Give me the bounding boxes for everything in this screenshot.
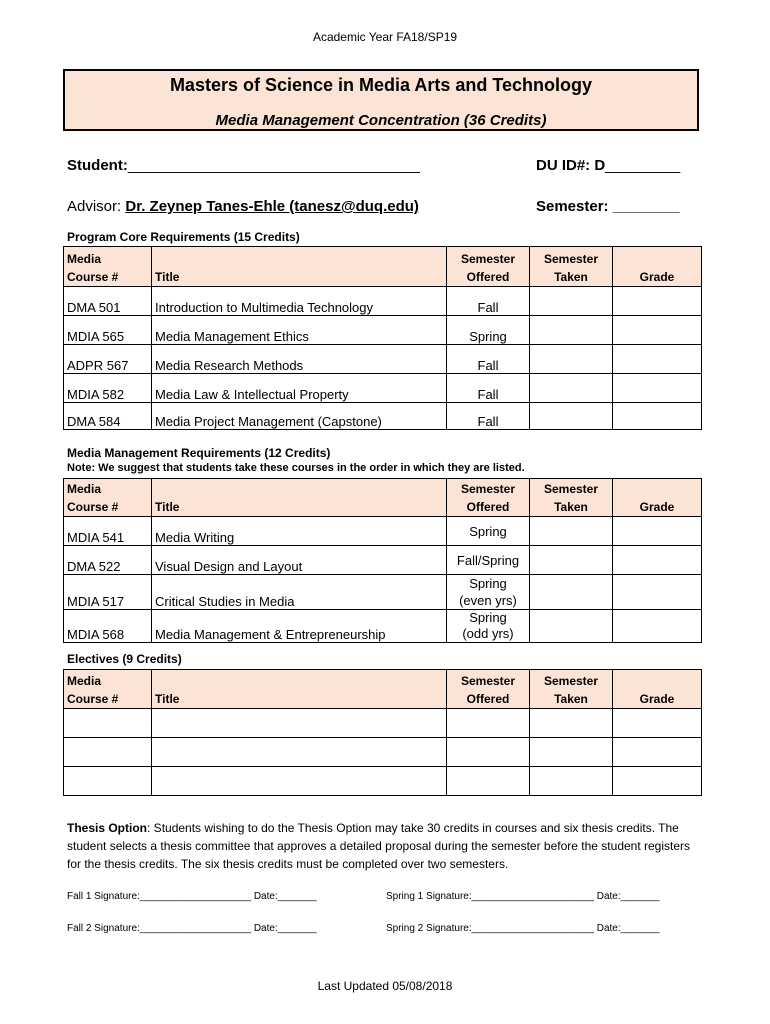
- semester-offered: Fall: [447, 287, 530, 316]
- semester-offered: Fall/Spring: [447, 546, 530, 575]
- semester-taken-cell[interactable]: [530, 345, 613, 374]
- table-row: [64, 546, 702, 575]
- grade-cell[interactable]: [613, 709, 702, 738]
- semester-taken-cell[interactable]: [530, 767, 613, 796]
- spring-1-signature-line[interactable]: Spring 1 Signature:______________________ Date:_______: [386, 891, 660, 902]
- course-title: Media Law & Intellectual Property: [152, 374, 447, 403]
- col-title: Title: [152, 479, 447, 517]
- grade-cell[interactable]: [613, 546, 702, 575]
- table-row: [64, 767, 702, 796]
- semester-offered: Spring: [447, 517, 530, 546]
- col-taken: Semester Taken: [530, 247, 613, 287]
- table-row: [64, 738, 702, 767]
- du-id-label: DU ID#: D: [536, 157, 606, 174]
- mgmt-order-note: Note: We suggest that students take these courses in the order in which they are listed.: [67, 462, 525, 474]
- col-grade: Grade: [613, 670, 702, 709]
- spring-2-signature-line[interactable]: Spring 2 Signature:______________________ Date:_______: [386, 923, 660, 934]
- grade-cell[interactable]: [613, 575, 702, 610]
- core-requirements-table: [63, 246, 702, 430]
- thesis-option-label: Thesis Option: [67, 821, 148, 835]
- electives-table: [63, 669, 702, 796]
- semester-taken-cell[interactable]: [530, 287, 613, 316]
- col-offered: Semester Offered: [447, 247, 530, 287]
- course-title: Critical Studies in Media: [152, 575, 447, 610]
- student-blank: ___________________________________: [127, 157, 420, 174]
- concentration-title: Media Management Concentration (36 Credits): [215, 112, 547, 129]
- semester-taken-cell[interactable]: [530, 738, 613, 767]
- title-box: [63, 69, 699, 131]
- course-title: Media Management Ethics: [152, 316, 447, 345]
- semester-offered: Spring: [447, 316, 530, 345]
- grade-cell[interactable]: [613, 738, 702, 767]
- col-title: Title: [152, 247, 447, 287]
- semester-field[interactable]: Semester: ________: [536, 198, 680, 215]
- course-number: ADPR 567: [64, 345, 152, 374]
- course-number-cell[interactable]: [64, 738, 152, 767]
- table-row: [64, 316, 702, 345]
- col-title: Title: [152, 670, 447, 709]
- semester-taken-cell[interactable]: [530, 403, 613, 430]
- semester-taken-cell[interactable]: [530, 546, 613, 575]
- col-offered: Semester Offered: [447, 479, 530, 517]
- course-title-cell[interactable]: [152, 767, 447, 796]
- course-number: DMA 584: [64, 403, 152, 430]
- course-title: Introduction to Multimedia Technology: [152, 287, 447, 316]
- course-number: MDIA 517: [64, 575, 152, 610]
- fall-1-signature-line[interactable]: Fall 1 Signature:____________________ Date:_______: [67, 891, 317, 902]
- student-label: Student:: [67, 157, 128, 174]
- semester-taken-cell[interactable]: [530, 316, 613, 345]
- du-id-field[interactable]: [536, 157, 680, 174]
- thesis-option-paragraph: [67, 819, 697, 873]
- table-row: [64, 345, 702, 374]
- grade-cell[interactable]: [613, 610, 702, 643]
- advisor-label: Advisor:: [67, 198, 122, 215]
- electives-section-label: Electives (9 Credits): [67, 652, 182, 666]
- course-title-cell[interactable]: [152, 738, 447, 767]
- col-taken: Semester Taken: [530, 670, 613, 709]
- course-title: Media Writing: [152, 517, 447, 546]
- col-grade: Grade: [613, 247, 702, 287]
- col-course: Media Course #: [64, 247, 152, 287]
- last-updated-footer: Last Updated 05/08/2018: [317, 979, 453, 993]
- table-row: [64, 575, 702, 610]
- student-field[interactable]: [67, 157, 420, 174]
- semester-taken-cell[interactable]: [530, 374, 613, 403]
- course-number: DMA 522: [64, 546, 152, 575]
- program-title: Masters of Science in Media Arts and Technology: [169, 75, 593, 95]
- course-number-cell[interactable]: [64, 709, 152, 738]
- course-title-cell[interactable]: [152, 709, 447, 738]
- course-title: Media Management & Entrepreneurship: [152, 610, 447, 643]
- semester-offered-cell[interactable]: [447, 709, 530, 738]
- grade-cell[interactable]: [613, 316, 702, 345]
- mgmt-section-label: Media Management Requirements (12 Credits): [67, 446, 331, 460]
- advisor-name: Dr. Zeynep Tanes-Ehle (tanesz@duq.edu): [125, 198, 419, 215]
- semester-offered-cell[interactable]: [447, 767, 530, 796]
- course-number: MDIA 565: [64, 316, 152, 345]
- table-row: [64, 287, 702, 316]
- col-offered: Semester Offered: [447, 670, 530, 709]
- course-number: DMA 501: [64, 287, 152, 316]
- grade-cell[interactable]: [613, 287, 702, 316]
- col-grade: Grade: [613, 479, 702, 517]
- grade-cell[interactable]: [613, 345, 702, 374]
- advisor-field: [67, 198, 419, 215]
- grade-cell[interactable]: [613, 517, 702, 546]
- academic-year-header: Academic Year FA18/SP19: [312, 30, 458, 44]
- semester-offered: Spring (even yrs): [447, 575, 530, 610]
- course-number-cell[interactable]: [64, 767, 152, 796]
- course-number: MDIA 582: [64, 374, 152, 403]
- semester-taken-cell[interactable]: [530, 610, 613, 643]
- table-row: [64, 403, 702, 430]
- semester-taken-cell[interactable]: [530, 709, 613, 738]
- course-number: MDIA 541: [64, 517, 152, 546]
- core-section-label: Program Core Requirements (15 Credits): [67, 230, 300, 244]
- thesis-option-text: : Students wishing to do the Thesis Option may take 30 credits in courses and six thesis credits. The student selects a thesis committee that approves a detailed proposal during the semester before the student registers for the thesis credits. The six thesis credits must be completed over two semesters.: [67, 821, 691, 871]
- fall-2-signature-line[interactable]: Fall 2 Signature:____________________ Date:_______: [67, 923, 317, 934]
- semester-taken-cell[interactable]: [530, 575, 613, 610]
- course-title: Media Research Methods: [152, 345, 447, 374]
- col-taken: Semester Taken: [530, 479, 613, 517]
- grade-cell[interactable]: [613, 374, 702, 403]
- course-title: Visual Design and Layout: [152, 546, 447, 575]
- col-course: Media Course #: [64, 479, 152, 517]
- du-id-blank: _________: [605, 157, 681, 174]
- semester-offered-cell[interactable]: [447, 738, 530, 767]
- semester-offered: Fall: [447, 345, 530, 374]
- management-requirements-table: [63, 478, 702, 643]
- table-row: [64, 709, 702, 738]
- semester-taken-cell[interactable]: [530, 517, 613, 546]
- semester-offered: Fall: [447, 374, 530, 403]
- semester-offered: Fall: [447, 403, 530, 430]
- table-row: [64, 610, 702, 643]
- table-row: [64, 374, 702, 403]
- course-number: MDIA 568: [64, 610, 152, 643]
- course-title: Media Project Management (Capstone): [152, 403, 447, 430]
- grade-cell[interactable]: [613, 767, 702, 796]
- col-course: Media Course #: [64, 670, 152, 709]
- grade-cell[interactable]: [613, 403, 702, 430]
- table-row: [64, 517, 702, 546]
- semester-offered: Spring (odd yrs): [447, 610, 530, 643]
